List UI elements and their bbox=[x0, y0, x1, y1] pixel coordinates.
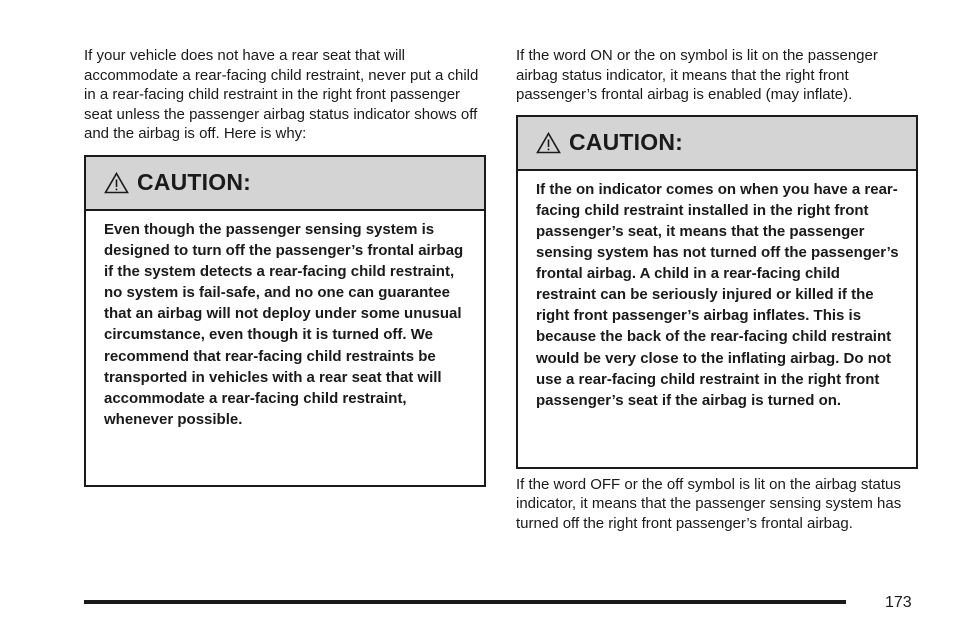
left-caution-text: Even though the passenger sensing system is designed to turn off the passenger’s frontal airbag if the system detects a rear-facing child restraint, no system is fail-safe, and no one can guarantee that an airbag will not deploy under some unusual circumstance, even though it is turned off. We recommend that rear-facing child restraints be transported in vehicles with a rear seat that will accommodate a rear-facing child restraint, whenever possible. bbox=[104, 220, 464, 428]
right-caution-text: If the on indicator comes on when you have a rear-facing child restraint installed in the right front passenger’s seat, it means that the passenger sensing system has not turned off the passenger’s frontal airbag. A child in a rear-facing child restraint can be seriously injured or killed if the right front passenger’s airbag inflates. This is because the back of the rear-facing child restraint would be very close to the inflating airbag. Do not use a rear-facing child restraint in the right front passenger’s seat if the airbag is turned on. bbox=[536, 180, 899, 409]
left-caution-box bbox=[84, 155, 486, 487]
warning-triangle-icon bbox=[536, 132, 561, 154]
right-intro-paragraph: If the word ON or the on symbol is lit on the passenger airbag status indicator, it means that the right front passenger’s frontal airbag is enabled (may inflate). bbox=[516, 47, 878, 104]
left-caution-header bbox=[86, 157, 484, 211]
left-column bbox=[84, 46, 486, 487]
right-column bbox=[516, 46, 918, 534]
right-outro-paragraph: If the word OFF or the off symbol is lit on the airbag status indicator, it means that the passenger sensing system has turned off the right front passenger’s frontal airbag. bbox=[516, 475, 902, 532]
right-caution-title: CAUTION: bbox=[569, 129, 684, 156]
right-caution-box bbox=[516, 115, 918, 469]
page-number: 173 bbox=[885, 594, 912, 611]
left-intro-paragraph: If your vehicle does not have a rear seat that will accommodate a rear-facing child restraint, never put a child in a rear-facing child restraint in the right front passenger seat unless the passenger airbag status indicator shows off and the airbag is off. Here is why: bbox=[84, 47, 479, 143]
right-caution-header bbox=[518, 117, 916, 171]
left-caution-title: CAUTION: bbox=[137, 169, 252, 196]
footer-rule bbox=[84, 600, 846, 604]
warning-triangle-icon bbox=[104, 172, 129, 194]
